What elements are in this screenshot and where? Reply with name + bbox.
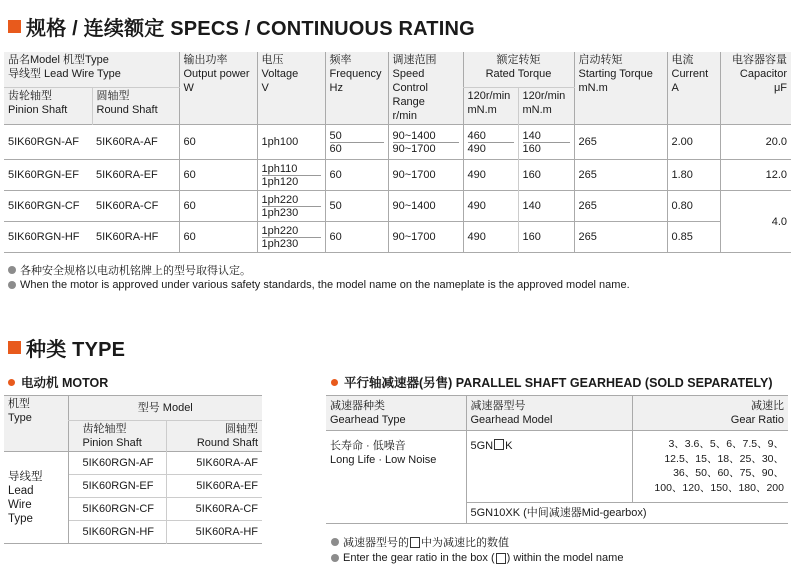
table-row [4,125,791,160]
row-voltage [257,160,325,191]
cap-unit: μF [773,82,787,94]
gearhead-note-cn-pre: 减速器型号的 [343,537,409,549]
motor-row-round: 5IK60RA-CF [166,498,262,521]
specs-table [4,52,791,253]
motor-pinion-cn: 齿轮轴型 [82,423,127,435]
gearhead-life [326,431,466,524]
row-power: 60 [179,222,257,253]
gearhead-table [326,395,788,524]
gearhead-model-cn: 减速器型号 [470,400,526,412]
motor-row-pinion: 5IK60RGN-HF [68,521,166,544]
row-speed-a: 90~1400 [393,130,459,143]
specs-heading-text: 规格 / 连续额定 SPECS / CONTINUOUS RATING [26,18,475,40]
voltage-cn: 电压 [261,54,284,66]
row-speed: 90~1700 [388,222,463,253]
gearhead-model-header [466,396,632,431]
cap-header [720,52,791,125]
row-freq [325,125,388,160]
round-cn: 圆轴型 [96,90,130,103]
row-round: 5IK60RA-CF [96,200,159,212]
row-current: 2.00 [667,125,720,160]
row-t1: 490 [463,191,518,222]
table-row [4,160,791,191]
gearhead-type-cn: 减速器种类 [330,400,385,412]
model-en: 导线型 Lead Wire Type [8,68,121,80]
motor-lead-type [4,452,68,544]
heading-square-icon [8,341,21,354]
specs-heading [8,12,475,41]
table-row [4,191,791,222]
row-pinion: 5IK60RGN-AF [8,136,79,148]
gearhead-mid-gearbox: 5GN10XK (中间减速器Mid-gearbox) [466,503,788,524]
torque-120-a [463,88,518,125]
row-t2: 160 [518,160,574,191]
gearhead-ratio-line: 12.5、15、18、25、30、 [664,452,784,465]
motor-lead-en2: Wire [8,498,32,511]
current-unit: A [671,82,679,94]
bullet-icon [331,538,339,546]
row-power: 60 [179,160,257,191]
bullet-icon [8,266,16,274]
row-pinion: 5IK60RGN-EF [8,169,79,181]
row-voltage-b: 1ph230 [261,237,299,250]
motor-title: 电动机 MOTOR [21,376,109,390]
gearhead-ratios [632,431,788,503]
motor-round-cn: 圆轴型 [225,423,258,435]
motor-row-pinion: 5IK60RGN-CF [68,498,166,521]
freq-header [325,52,388,125]
freq-en: Frequency [329,68,382,80]
speed-unit: r/min [392,110,417,122]
bullet-icon [8,281,16,289]
gearhead-model-prefix: 5GN [470,440,494,452]
gearhead-model-en: Gearhead Model [470,414,553,426]
power-unit: W [183,82,194,94]
row-voltage: 1ph100 [257,125,325,160]
freq-cn: 频率 [329,54,352,66]
row-t1: 490 [463,222,518,253]
gearhead-note-cn [331,534,509,550]
row-voltage-b: 1ph230 [261,206,299,219]
row-cap: 20.0 [720,125,791,160]
gearhead-life-cn: 长寿命 · 低噪音 [330,440,406,452]
type-heading [8,333,125,362]
bullet-icon [331,554,339,562]
speed-header [388,52,463,125]
row-speed: 90~1400 [388,191,463,222]
motor-row-round: 5IK60RA-EF [166,475,262,498]
model-cn: 品名Model 机型Type [8,54,109,66]
row-t2-b: 160 [522,142,541,155]
row-speed-b: 90~1700 [392,142,436,155]
speed-en: Speed Control [392,68,428,94]
start-en: Starting Torque [578,68,653,80]
pinion-cn: 齿轮轴型 [8,90,52,103]
row-start: 265 [574,191,667,222]
row-t2: 140 [518,191,574,222]
torque-cn: 额定转矩 [496,54,541,66]
table-row [4,222,791,253]
row-freq: 50 [325,191,388,222]
motor-type-cn: 机型 [8,398,30,410]
motor-table [4,395,262,544]
start-cn: 启动转矩 [578,54,623,66]
motor-row-pinion: 5IK60RGN-AF [68,452,166,475]
row-t1-b: 490 [467,142,486,155]
row-cap: 4.0 [720,191,791,253]
speed-cn: 调速范围 [392,54,437,66]
gearhead-model-suffix: K [505,440,513,452]
gearhead-subheading [331,373,772,391]
heading-square-icon [8,20,21,33]
row-voltage-a: 1ph110 [262,163,321,176]
gearhead-note-en [331,552,623,564]
motor-lead-en1: Lead [8,484,34,497]
torque-120-b [518,88,574,125]
row-start: 265 [574,222,667,253]
voltage-en: Voltage [261,68,299,80]
gearhead-life-en: Long Life · Low Noise [330,454,437,466]
pinion-header [4,88,92,125]
gearhead-ratio-line: 3、3.6、5、6、7.5、9、 [668,438,784,450]
row-cap: 12.0 [720,160,791,191]
torque-120-a-unit: mN.m [467,104,497,117]
round-header [92,88,179,125]
row-round: 5IK60RA-EF [96,169,158,181]
row-current: 0.85 [667,222,720,253]
voltage-header [257,52,325,125]
row-power: 60 [179,125,257,160]
motor-type-header [4,396,68,452]
torque-120-b-unit: mN.m [522,104,552,117]
row-voltage-a: 1ph220 [262,194,321,207]
specs-note-cn [8,262,251,278]
pinion-en: Pinion Shaft [8,104,68,117]
gearhead-ratio-cn: 减速比 [751,400,784,412]
row-freq: 60 [325,160,388,191]
motor-row-round: 5IK60RA-AF [166,452,262,475]
row-t2-a: 140 [523,130,570,143]
power-header [179,52,257,125]
row-start: 265 [574,125,667,160]
specs-note-cn-text: 各种安全规格以电动机铭牌上的型号取得认定。 [20,265,251,277]
row-pinion: 5IK60RGN-CF [8,200,80,212]
row-freq-b: 60 [329,142,342,155]
start-header [574,52,667,125]
current-cn: 电流 [671,54,694,66]
bullet-dot-icon [331,379,338,386]
freq-unit: Hz [329,82,343,94]
row-speed [388,125,463,160]
row-round: 5IK60RA-HF [96,231,159,243]
ratio-box-icon [496,553,506,564]
motor-row-pinion: 5IK60RGN-EF [68,475,166,498]
start-unit: mN.m [578,82,608,94]
row-voltage [257,222,325,253]
torque-en: Rated Torque [485,68,552,80]
row-freq-a: 50 [330,130,384,143]
row-current: 0.80 [667,191,720,222]
gearhead-note-cn-post: 中为减速比的数值 [421,537,509,549]
model-header [4,52,179,88]
row-speed: 90~1700 [388,160,463,191]
power-cn: 输出功率 [183,54,228,66]
row-t1-a: 460 [468,130,514,143]
motor-model-header: 型号 Model [68,396,262,421]
row-t2: 160 [518,222,574,253]
gearhead-title: 平行轴减速器(另售) PARALLEL SHAFT GEARHEAD (SOLD SEPARATELY) [344,376,773,390]
gearhead-type-en: Gearhead Type [330,414,406,426]
type-heading-text: 种类 TYPE [26,339,126,361]
specs-note-en [8,279,630,291]
row-t2 [518,125,574,160]
row-voltage-a: 1ph220 [262,225,321,238]
row-voltage [257,191,325,222]
power-en: Output power [183,68,250,80]
row-round: 5IK60RA-AF [96,136,158,148]
row-power: 60 [179,191,257,222]
motor-round-header [166,421,262,452]
gearhead-ratio-line: 36、50、60、75、90、 [673,467,784,479]
motor-row-round: 5IK60RA-HF [166,521,262,544]
bullet-dot-icon [8,379,15,386]
round-en: Round Shaft [96,104,158,117]
motor-pinion-header [68,421,166,452]
gearhead-type-header [326,396,466,431]
torque-header [463,52,574,88]
current-header [667,52,720,125]
cap-cn: 电容器容量 [732,54,787,66]
gearhead-ratio-header [632,396,788,431]
row-t1: 490 [463,160,518,191]
row-current: 1.80 [667,160,720,191]
motor-round-en: Round Shaft [196,437,258,449]
row-t1 [463,125,518,160]
gearhead-note-en-post: ) within the model name [506,552,624,564]
motor-pinion-en: Pinion Shaft [82,437,142,449]
ratio-box-icon [410,537,420,548]
speed-en2: Range [392,96,425,108]
current-en: Current [671,68,709,80]
torque-120-a-label: 120r/min [467,90,511,103]
ratio-box-icon [494,439,504,450]
gearhead-note-en-pre: Enter the gear ratio in the box ( [343,552,495,564]
torque-120-b-label: 120r/min [522,90,566,103]
motor-type-en: Type [8,412,32,424]
motor-lead-en3: Type [8,512,33,525]
row-start: 265 [574,160,667,191]
row-freq: 60 [325,222,388,253]
gearhead-model-value [466,431,632,503]
motor-subheading [8,373,108,391]
cap-en: Capacitor [739,68,787,80]
row-pinion: 5IK60RGN-HF [8,231,80,243]
voltage-unit: V [261,82,269,94]
gearhead-ratio-en: Gear Ratio [730,414,784,426]
row-voltage-b: 1ph120 [261,175,299,188]
specs-note-en-text: When the motor is approved under various safety standards, the model name on the nameplate is the approved model name. [20,279,630,291]
gearhead-ratio-line: 100、120、150、180、200 [654,481,784,494]
motor-lead-cn: 导线型 [8,470,43,483]
